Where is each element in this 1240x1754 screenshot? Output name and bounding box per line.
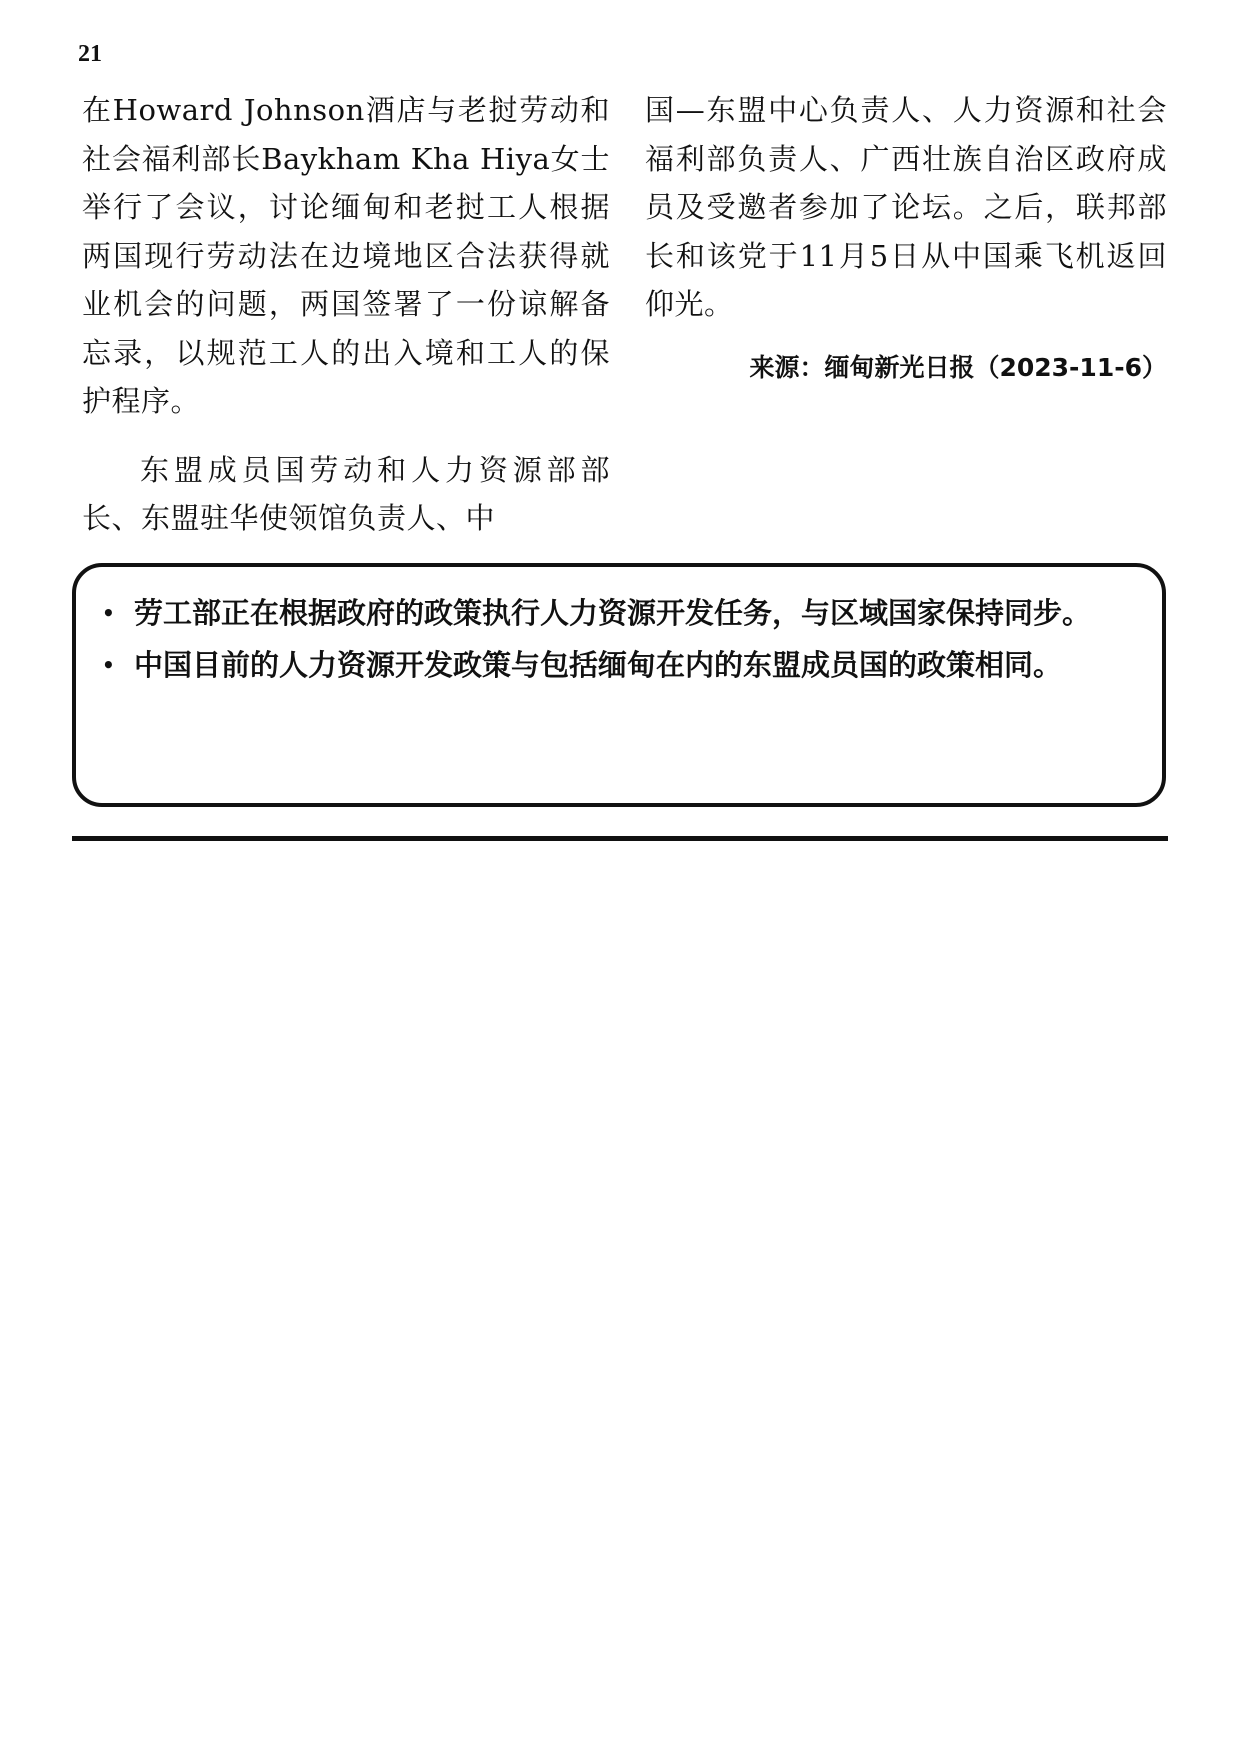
article-paragraph: 在Howard Johnson酒店与老挝劳动和社会福利部长Baykham Kha Hiya女士举行了会议，讨论缅甸和老挝工人根据两国现行劳动法在边境地区合法获得就业机会的问题，两国签署了一份谅解备忘录，以规范工人的出入境和工人的保护程序。 (82, 93, 610, 418)
section-divider (72, 836, 1168, 841)
article-left-column (82, 86, 610, 543)
source-citation: 来源：缅甸新光日报（2023-11-6） (749, 352, 1167, 382)
summary-list (102, 589, 1136, 689)
article-paragraph: 国—东盟中心负责人、人力资源和社会福利部负责人、广西壮族自治区政府成员及受邀者参加了论坛。之后，联邦部长和该党于11月5日从中国乘飞机返回仰光。 (645, 93, 1167, 321)
article-paragraph: 东盟成员国劳动和人力资源部部长、东盟驻华使领馆负责人、中 (82, 452, 610, 535)
summary-item (102, 589, 1136, 637)
bullet-icon: • (102, 653, 115, 677)
summary-item (102, 641, 1136, 689)
page-number: 21 (78, 41, 102, 67)
article-right-column (645, 86, 1167, 385)
bullet-icon: • (102, 601, 115, 625)
summary-box (72, 563, 1166, 807)
summary-item-text: 劳工部正在根据政府的政策执行人力资源开发任务，与区域国家保持同步。 (134, 596, 1092, 630)
summary-item-text: 中国目前的人力资源开发政策与包括缅甸在内的东盟成员国的政策相同。 (134, 648, 1063, 682)
